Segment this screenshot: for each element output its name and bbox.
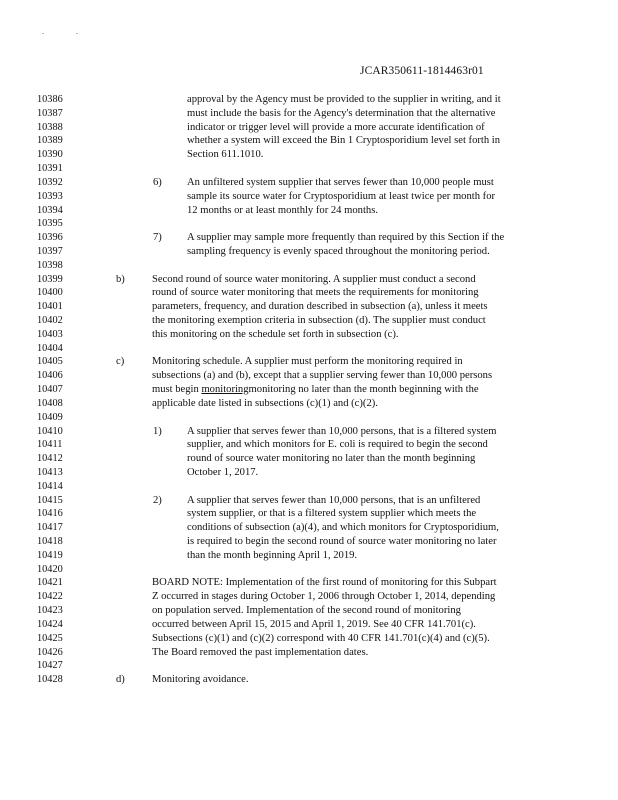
text-line bbox=[0, 480, 618, 494]
line-number: 10427 bbox=[37, 660, 63, 672]
line-text: Monitoring avoidance. bbox=[152, 674, 249, 686]
line-text: A supplier may sample more frequently than required by this Section if the bbox=[187, 232, 505, 244]
line-number: 10419 bbox=[37, 549, 63, 561]
line-text: Monitoring schedule. A supplier must perform the monitoring required in bbox=[152, 356, 463, 368]
line-text: sampling frequency is evenly spaced throughout the monitoring period. bbox=[187, 245, 490, 257]
line-text: whether a system will exceed the Bin 1 Cryptosporidium level set forth in bbox=[187, 135, 501, 147]
line-text: Section 611.1010. bbox=[187, 149, 264, 161]
scan-speck bbox=[76, 33, 78, 34]
text-line bbox=[0, 576, 618, 590]
line-text: Subsections (c)(1) and (c)(2) correspond with 40 CFR 141.701(c)(4) and (c)(5). bbox=[152, 632, 490, 644]
text-line bbox=[0, 590, 618, 604]
line-number: 10394 bbox=[37, 204, 63, 216]
line-text: The Board removed the past implementation dates. bbox=[152, 646, 369, 658]
line-text: 12 months or at least monthly for 24 months. bbox=[187, 204, 378, 216]
text-line bbox=[0, 245, 618, 259]
line-text: A supplier that serves fewer than 10,000 persons, that is a filtered system bbox=[187, 425, 497, 437]
line-number: 10422 bbox=[37, 591, 63, 603]
line-number: 10406 bbox=[37, 370, 63, 382]
line-text: An unfiltered system supplier that serves fewer than 10,000 people must bbox=[187, 176, 494, 188]
underlined-insertion: monitoring bbox=[201, 384, 249, 396]
line-number: 10405 bbox=[37, 356, 63, 368]
text-line bbox=[0, 328, 618, 342]
line-number: 10426 bbox=[37, 646, 63, 658]
text-line bbox=[0, 438, 618, 452]
line-number: 10411 bbox=[37, 439, 63, 451]
line-number: 10387 bbox=[37, 107, 63, 119]
line-number: 10425 bbox=[37, 632, 63, 644]
line-number: 10400 bbox=[37, 287, 63, 299]
text-line bbox=[0, 162, 618, 176]
text-line bbox=[0, 93, 618, 107]
text-line bbox=[0, 231, 618, 245]
text-line bbox=[0, 300, 618, 314]
line-number: 10409 bbox=[37, 411, 63, 423]
document-body bbox=[0, 93, 618, 687]
line-number: 10424 bbox=[37, 618, 63, 630]
line-text: round of source water monitoring no later than the month beginning bbox=[187, 453, 476, 465]
line-text: approval by the Agency must be provided to the supplier in writing, and it bbox=[187, 94, 501, 105]
line-text: A supplier that serves fewer than 10,000 persons, that is an unfiltered bbox=[187, 494, 481, 506]
text-line bbox=[0, 411, 618, 425]
item-label: 7) bbox=[153, 232, 162, 244]
text-line bbox=[0, 452, 618, 466]
text-line bbox=[0, 618, 618, 632]
line-number: 10423 bbox=[37, 605, 63, 617]
item-label: 2) bbox=[153, 494, 162, 506]
text-line bbox=[0, 204, 618, 218]
line-number: 10402 bbox=[37, 315, 63, 326]
line-number: 10415 bbox=[37, 494, 63, 506]
line-number: 10420 bbox=[37, 563, 63, 575]
line-text: applicable date listed in subsections (c)(1) and (c)(2). bbox=[152, 397, 378, 409]
line-number: 10417 bbox=[37, 522, 63, 534]
line-text: the monitoring exemption criteria in subsection (d). The supplier must conduct bbox=[152, 315, 486, 326]
text-line bbox=[0, 148, 618, 162]
text-line bbox=[0, 314, 618, 328]
line-number: 10421 bbox=[37, 577, 63, 589]
text-line bbox=[0, 383, 618, 397]
line-text: than the month beginning April 1, 2019. bbox=[187, 549, 358, 561]
text-line bbox=[0, 673, 618, 687]
line-number: 10410 bbox=[37, 425, 63, 437]
text-line bbox=[0, 217, 618, 231]
text-line bbox=[0, 134, 618, 148]
line-text: sample its source water for Cryptosporidium at least twice per month for bbox=[187, 190, 496, 202]
line-text: on population served. Implementation of the second round of monitoring bbox=[152, 605, 461, 617]
line-number: 10408 bbox=[37, 397, 63, 409]
text-line bbox=[0, 466, 618, 480]
line-number: 10392 bbox=[37, 176, 63, 188]
line-text: conditions of subsection (a)(4), and which monitors for Cryptosporidium, bbox=[187, 522, 499, 534]
line-text: October 1, 2017. bbox=[187, 466, 259, 478]
text-line bbox=[0, 535, 618, 549]
text-segment: monitoring no later than the month beginning with the bbox=[248, 384, 479, 396]
text-line bbox=[0, 190, 618, 204]
text-line bbox=[0, 107, 618, 121]
line-number: 10412 bbox=[37, 453, 63, 465]
line-text: indicator or trigger level will provide a more accurate identification of bbox=[187, 121, 485, 133]
line-text: system supplier, or that is a filtered system supplier which meets the bbox=[187, 508, 477, 520]
line-number: 10418 bbox=[37, 536, 63, 547]
line-text bbox=[152, 383, 479, 397]
item-label: 6) bbox=[153, 176, 162, 188]
line-text: BOARD NOTE: Implementation of the first round of monitoring for this Subpart bbox=[152, 577, 497, 589]
text-line bbox=[0, 563, 618, 577]
section-label: d) bbox=[116, 674, 125, 686]
document-header: JCAR350611-1814463r01 bbox=[360, 65, 484, 77]
line-number: 10386 bbox=[37, 94, 63, 105]
line-number: 10396 bbox=[37, 232, 63, 244]
line-number: 10401 bbox=[37, 301, 63, 313]
text-segment: must begin bbox=[152, 384, 202, 396]
text-line bbox=[0, 507, 618, 521]
line-text: Z occurred in stages during October 1, 2006 through October 1, 2014, depending bbox=[152, 591, 496, 603]
line-number: 10390 bbox=[37, 149, 63, 161]
item-label: 1) bbox=[153, 425, 162, 437]
line-number: 10391 bbox=[37, 163, 63, 175]
text-line bbox=[0, 121, 618, 135]
text-line bbox=[0, 632, 618, 646]
text-line bbox=[0, 549, 618, 563]
text-line bbox=[0, 176, 618, 190]
text-line bbox=[0, 494, 618, 508]
line-number: 10399 bbox=[37, 273, 63, 285]
text-line bbox=[0, 286, 618, 300]
line-text: this monitoring on the schedule set forth in subsection (c). bbox=[152, 328, 399, 340]
text-line bbox=[0, 259, 618, 273]
text-line bbox=[0, 646, 618, 660]
text-line bbox=[0, 397, 618, 411]
section-label: c) bbox=[116, 356, 125, 368]
line-number: 10403 bbox=[37, 328, 63, 340]
text-line bbox=[0, 425, 618, 439]
text-line bbox=[0, 355, 618, 369]
line-number: 10388 bbox=[37, 121, 63, 133]
line-number: 10389 bbox=[37, 135, 63, 147]
line-number: 10397 bbox=[37, 245, 63, 257]
line-text: supplier, and which monitors for E. coli is required to begin the second bbox=[187, 439, 488, 451]
line-number: 10413 bbox=[37, 466, 63, 478]
line-text: subsections (a) and (b), except that a supplier serving fewer than 10,000 persons bbox=[152, 370, 493, 382]
line-text: round of source water monitoring that meets the requirements for monitoring bbox=[152, 287, 479, 299]
line-number: 10404 bbox=[37, 342, 63, 354]
line-text: is required to begin the second round of source water monitoring no later bbox=[187, 536, 497, 547]
line-number: 10398 bbox=[37, 259, 63, 271]
line-number: 10414 bbox=[37, 480, 63, 492]
line-text: must include the basis for the Agency's determination that the alternative bbox=[187, 107, 496, 119]
text-line bbox=[0, 342, 618, 356]
text-line bbox=[0, 521, 618, 535]
line-number: 10393 bbox=[37, 190, 63, 202]
line-text: parameters, frequency, and duration described in subsection (a), unless it meets bbox=[152, 301, 488, 313]
line-text: occurred between April 15, 2015 and April 1, 2019. See 40 CFR 141.701(c). bbox=[152, 618, 476, 630]
line-number: 10395 bbox=[37, 218, 63, 230]
text-line bbox=[0, 369, 618, 383]
text-line bbox=[0, 659, 618, 673]
line-number: 10416 bbox=[37, 508, 63, 520]
line-text: Second round of source water monitoring. A supplier must conduct a second bbox=[152, 273, 476, 285]
text-line bbox=[0, 273, 618, 287]
line-number: 10428 bbox=[37, 674, 63, 686]
section-label: b) bbox=[116, 273, 125, 285]
line-number: 10407 bbox=[37, 384, 63, 396]
scan-speck bbox=[42, 33, 44, 34]
text-line bbox=[0, 604, 618, 618]
